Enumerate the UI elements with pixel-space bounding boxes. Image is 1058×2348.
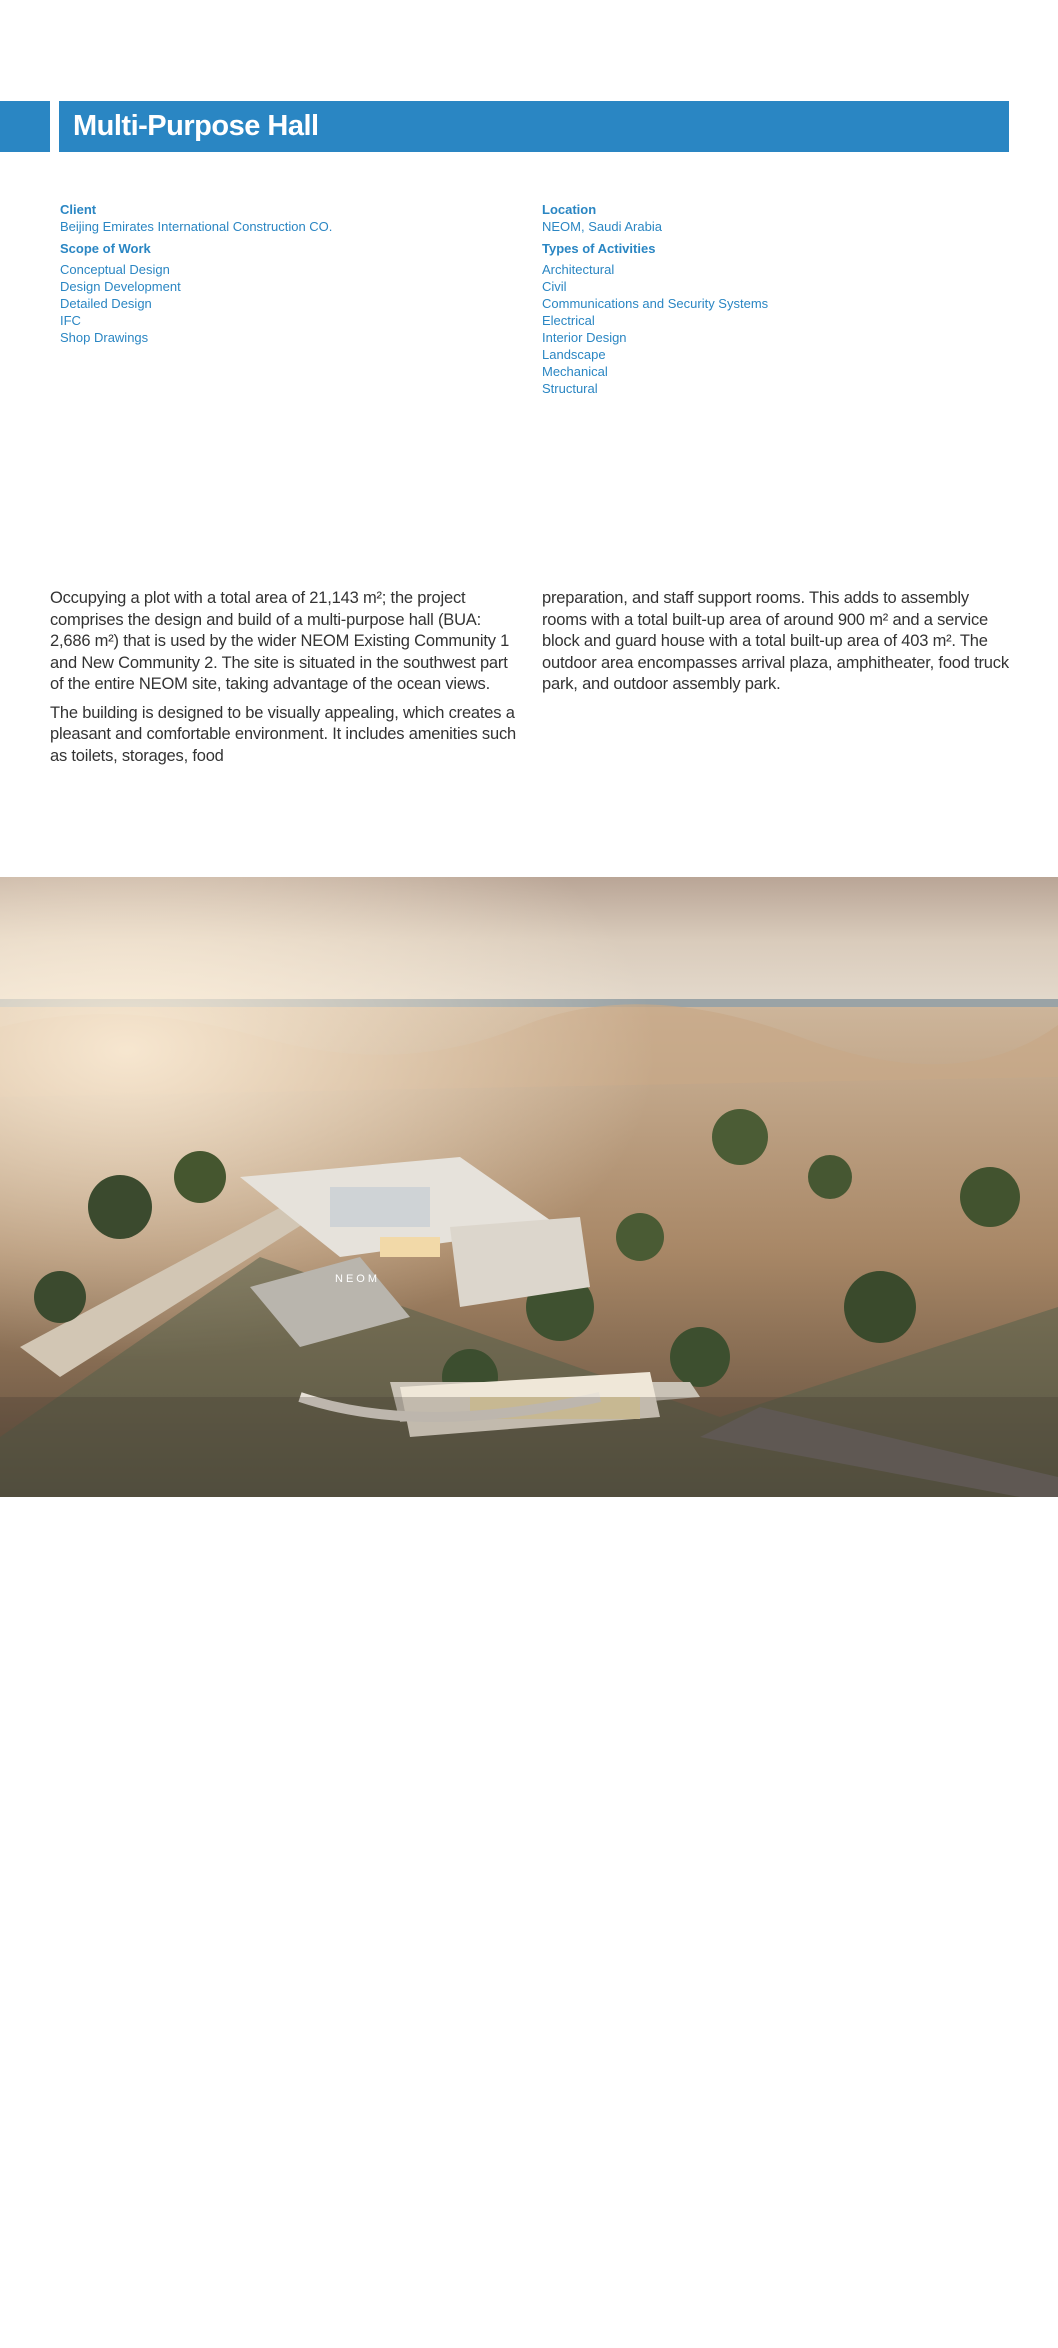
activities-label: Types of Activities [542,241,656,256]
paragraph: preparation, and staff support rooms. This adds to assembly rooms with a total built-up area of around 900 m² and a service block and guard house with a total built-up area of 403 m². The outdoor area encompasses arrival plaza, amphitheater, food truck park, and outdoor assembly park. [542,589,1009,693]
header-accent-block [0,101,50,152]
client-label: Client [60,202,97,217]
location-label: Location [542,202,597,217]
body-text-right [542,588,1012,703]
activities-list [542,261,962,397]
rendering-illustration [0,877,1058,1497]
list-item: Landscape [542,347,606,362]
client-block [60,201,480,235]
image-caption: Multi-Purpose Hall [53,2334,156,2348]
project-info-left [60,201,480,351]
list-item: Civil [542,279,567,294]
project-rendering [0,877,1058,2348]
list-item: Shop Drawings [60,330,149,345]
list-item: Interior Design [542,330,627,345]
scope-block [60,240,480,346]
scope-list [60,261,480,346]
list-item: Design Development [60,279,181,294]
paragraph: Occupying a plot with a total area of 21,143 m²; the project comprises the design and build of a multi-purpose hall (BUA: 2,686 m²) that is used by the wider NEOM Existing Community 1 and New Community 2. The site is situated in the southwest part of the entire NEOM site, taking advantage of the ocean views. [50,589,510,693]
list-item: Conceptual Design [60,262,170,277]
location-value: NEOM, Saudi Arabia [542,219,662,234]
list-item: Structural [542,381,598,396]
paragraph: The building is designed to be visually appealing, which creates a pleasant and comfortable environment. It includes amenities such as toilets, storages, food [50,703,516,765]
page-title: Multi-Purpose Hall [73,110,319,142]
body-text-left [50,588,520,774]
list-item: Architectural [542,262,615,277]
title-banner [59,101,1009,152]
scope-label: Scope of Work [60,241,151,256]
list-item: Communications and Security Systems [542,296,769,311]
building-sign: NEOM [335,1273,380,1285]
list-item: Mechanical [542,364,608,379]
location-block [542,201,962,235]
project-info-right [542,201,962,402]
list-item: Detailed Design [60,296,152,311]
client-value: Beijing Emirates International Construction CO. [60,219,333,234]
list-item: IFC [60,313,81,328]
activities-block [542,240,962,397]
list-item: Electrical [542,313,595,328]
